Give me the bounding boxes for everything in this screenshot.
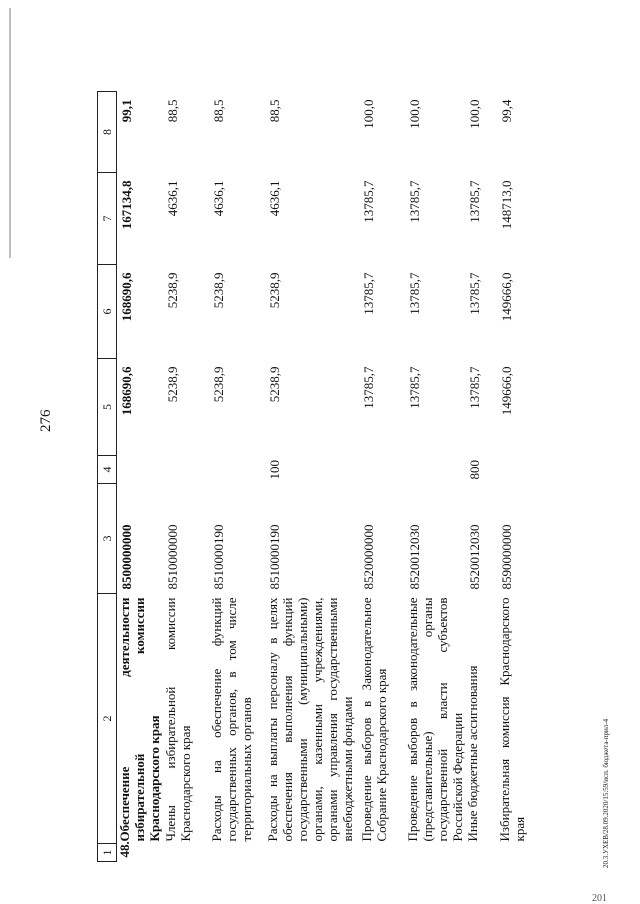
row-expense-type bbox=[497, 456, 543, 484]
row-col7: 13785,7 bbox=[466, 180, 482, 223]
row-col7: 4636,1 bbox=[164, 180, 180, 217]
row-number bbox=[209, 844, 265, 862]
col-header-2: 2 bbox=[98, 594, 117, 844]
row-number: 48. bbox=[117, 841, 132, 858]
row-col5: 13785,7 bbox=[466, 366, 482, 409]
row-col5: 5238,9 bbox=[210, 366, 226, 403]
row-code: 8500000000 bbox=[119, 524, 134, 590]
col-header-7: 7 bbox=[98, 173, 117, 265]
row-expense-type: 100 bbox=[266, 460, 282, 480]
row-col7: 4636,1 bbox=[266, 180, 282, 217]
row-code: 8520012030 bbox=[406, 524, 422, 590]
row-name: Члены избирательной комиссии Краснодарского края bbox=[162, 597, 193, 842]
scan-margin-line bbox=[9, 8, 11, 258]
corner-number: 201 bbox=[592, 893, 607, 904]
col-header-1: 1 bbox=[98, 844, 117, 862]
table-row bbox=[405, 92, 465, 862]
row-expense-type: 800 bbox=[466, 460, 482, 480]
row-col5: 168690,6 bbox=[119, 366, 134, 416]
table-row bbox=[497, 92, 543, 862]
row-col5: 149666,0 bbox=[498, 366, 514, 416]
row-col6: 5238,9 bbox=[266, 272, 282, 309]
document-stamp: 20.3.УХЕВ/28.09.2020/15:59/исп. бюджета-прил-4 bbox=[602, 718, 610, 868]
row-col6: 13785,7 bbox=[406, 272, 422, 315]
row-col8: 100,0 bbox=[360, 99, 376, 129]
page-number: 276 bbox=[38, 409, 54, 432]
row-expense-type bbox=[359, 456, 405, 484]
column-number-header bbox=[98, 92, 117, 862]
rotated-table-page bbox=[97, 92, 552, 862]
row-col5: 5238,9 bbox=[164, 366, 180, 403]
table-row bbox=[117, 92, 163, 862]
row-number bbox=[163, 844, 209, 862]
row-col8: 88,5 bbox=[266, 99, 282, 123]
row-col8: 88,5 bbox=[164, 99, 180, 123]
row-code: 8590000000 bbox=[498, 524, 514, 590]
col-header-4: 4 bbox=[98, 456, 117, 484]
row-col7: 167134,8 bbox=[119, 180, 134, 230]
col-header-6: 6 bbox=[98, 265, 117, 359]
row-col8: 100,0 bbox=[466, 99, 482, 129]
row-expense-type bbox=[209, 456, 265, 484]
row-col8: 88,5 bbox=[210, 99, 226, 123]
row-expense-type bbox=[117, 456, 163, 484]
budget-table bbox=[97, 91, 543, 862]
row-code: 8510000190 bbox=[266, 524, 282, 590]
col-header-5: 5 bbox=[98, 359, 117, 456]
row-col5: 5238,9 bbox=[266, 366, 282, 403]
row-number bbox=[497, 844, 543, 862]
row-col7: 13785,7 bbox=[360, 180, 376, 223]
table-row bbox=[465, 92, 497, 862]
row-name: Иные бюджетные ассигнования bbox=[464, 665, 480, 842]
col-header-8: 8 bbox=[98, 92, 117, 173]
table-row bbox=[163, 92, 209, 862]
row-col6: 168690,6 bbox=[119, 272, 134, 322]
table-row bbox=[209, 92, 265, 862]
row-col5: 13785,7 bbox=[406, 366, 422, 409]
row-col5: 13785,7 bbox=[360, 366, 376, 409]
row-code: 8520000000 bbox=[360, 524, 376, 590]
row-number bbox=[359, 844, 405, 862]
row-col6: 149666,0 bbox=[498, 272, 514, 322]
row-col6: 5238,9 bbox=[164, 272, 180, 309]
row-code: 8520012030 bbox=[466, 524, 482, 590]
table-row bbox=[265, 92, 359, 862]
row-name: Избирательная комиссия Краснодарского края bbox=[496, 597, 527, 842]
row-number bbox=[465, 844, 497, 862]
row-code: 8510000190 bbox=[210, 524, 226, 590]
row-name: Обеспечение деятельности избирательной комиссии Краснодарского края bbox=[117, 597, 162, 842]
row-col8: 99,4 bbox=[498, 99, 514, 123]
row-col7: 4636,1 bbox=[210, 180, 226, 217]
row-col6: 13785,7 bbox=[466, 272, 482, 315]
row-number bbox=[405, 844, 465, 862]
table-row bbox=[359, 92, 405, 862]
row-col6: 13785,7 bbox=[360, 272, 376, 315]
row-name: Проведение выборов в законодательные (представительные) органы государственной власти субъектов Российской Федерации bbox=[404, 597, 465, 842]
row-col8: 100,0 bbox=[406, 99, 422, 129]
row-name: Расходы на выплаты персоналу в целях обеспечения выполнения функций государственными (муниципальными) органами, казенными учреждениями, органами управления государственными внебюджетными фондами bbox=[264, 597, 355, 842]
row-expense-type bbox=[163, 456, 209, 484]
row-col7: 13785,7 bbox=[406, 180, 422, 223]
row-name: Проведение выборов в Законодательное Собрание Краснодарского края bbox=[358, 597, 389, 842]
col-header-3: 3 bbox=[98, 484, 117, 594]
row-col7: 148713,0 bbox=[498, 180, 514, 230]
row-expense-type bbox=[405, 456, 465, 484]
row-col6: 5238,9 bbox=[210, 272, 226, 309]
row-name: Расходы на обеспечение функций государственных органов, в том числе территориальных органов bbox=[208, 597, 254, 842]
row-number bbox=[265, 844, 359, 862]
row-col8: 99,1 bbox=[119, 99, 134, 123]
row-code: 8510000000 bbox=[164, 524, 180, 590]
